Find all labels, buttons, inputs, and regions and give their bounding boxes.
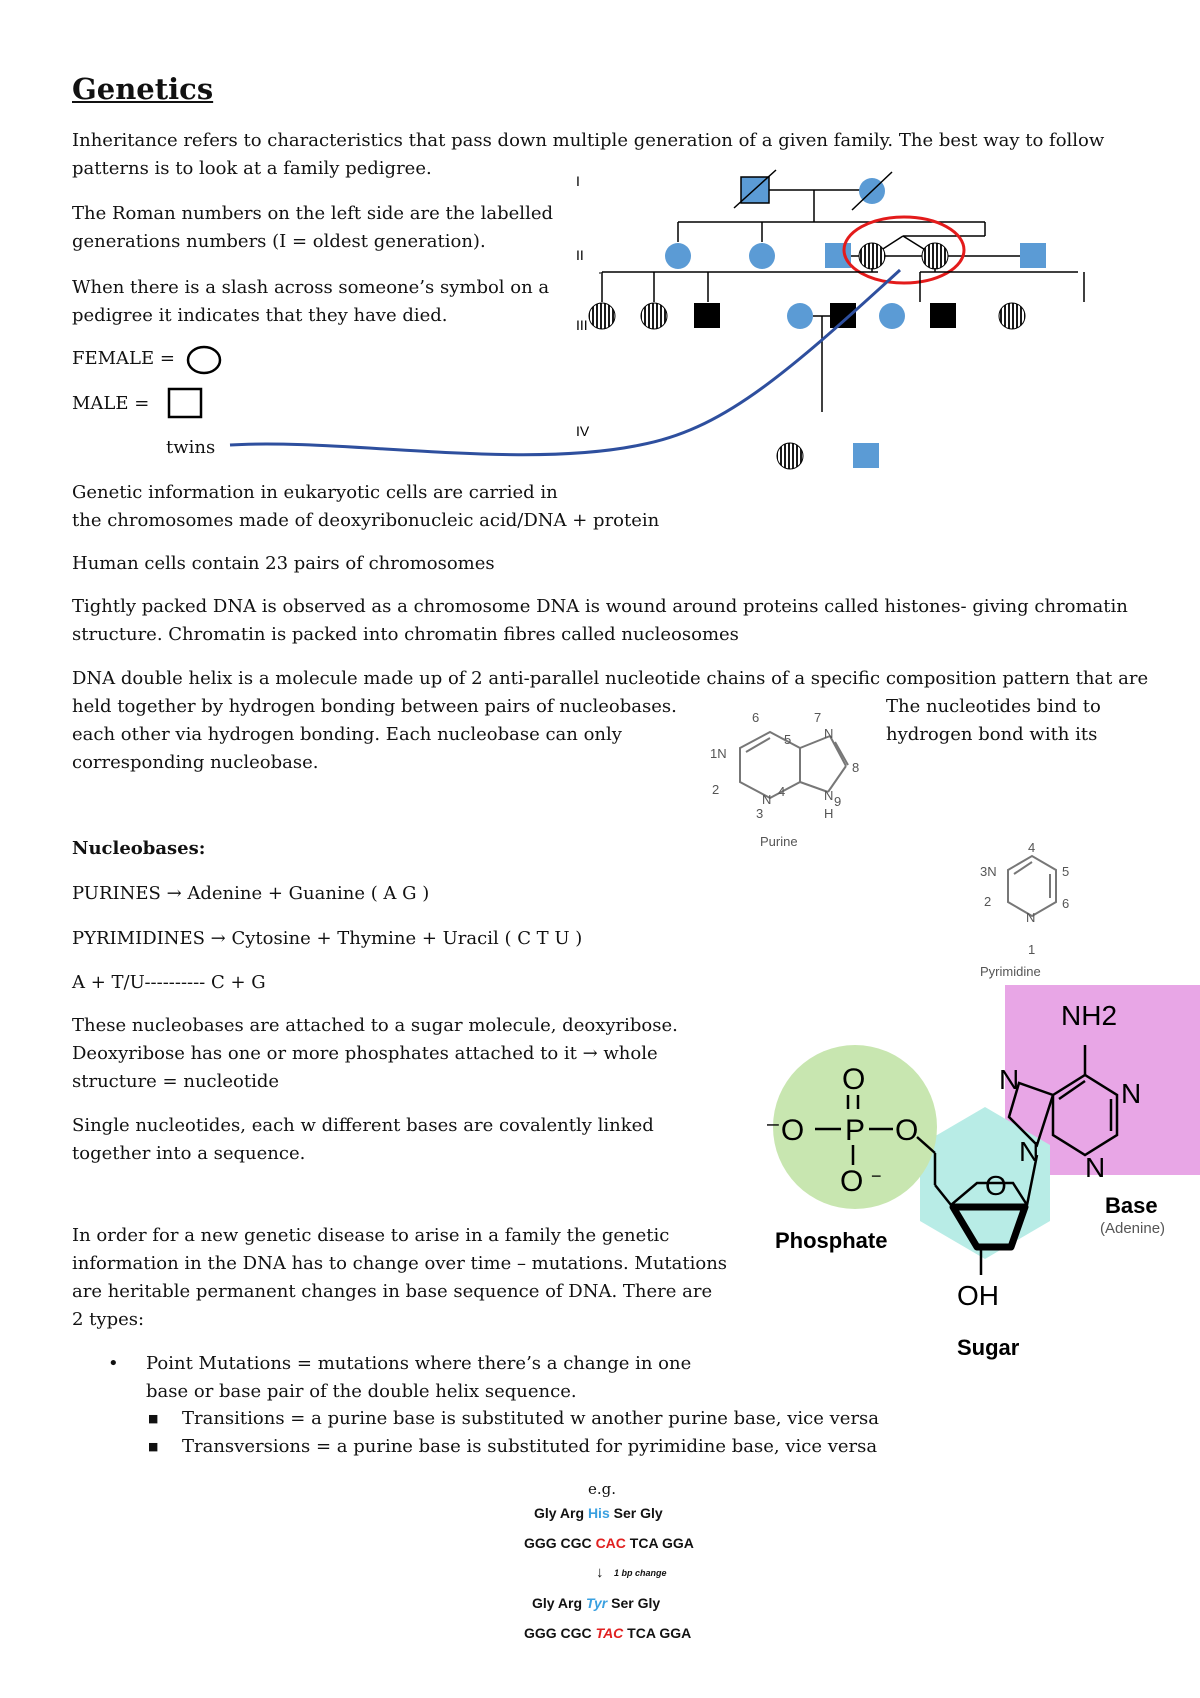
helix-line-2a: held together by hydrogen bonding between pairs of nucleobases.: [72, 696, 677, 717]
pyrimidine-num: 4: [1028, 840, 1036, 855]
oh-label: OH: [957, 1280, 999, 1311]
svg-text:O: O: [842, 1063, 866, 1096]
legend-male-label: MALE =: [72, 393, 150, 414]
legend-female-label: FEMALE =: [72, 348, 175, 369]
svg-text:N: N: [999, 1064, 1020, 1095]
twin-female: [922, 243, 948, 269]
pyrimidine-num: 5: [1062, 864, 1070, 879]
single-line-1: Single nucleotides, each w different bases are covalently linked: [72, 1115, 654, 1136]
svg-text:⁻O: ⁻O: [765, 1114, 805, 1147]
pyrimidine-num: 2: [984, 894, 992, 909]
svg-text:P: P: [845, 1114, 866, 1147]
purine-num: 5: [784, 732, 792, 747]
roman-line-1: The Roman numbers on the left side are the labelled: [72, 203, 553, 224]
helix-line-3a: each other via hydrogen bonding. Each nucleobase can only: [72, 724, 622, 745]
purine-num: 4: [778, 784, 786, 799]
nucleobases-heading: Nucleobases:: [72, 838, 206, 859]
example-row-1: Gly Arg His Ser Gly: [534, 1505, 663, 1521]
genetic-info-line-1: Genetic information in eukaryotic cells are carried in: [72, 482, 558, 503]
nucleotide-structure: [745, 985, 1200, 1360]
svg-text:N: N: [1019, 1136, 1040, 1167]
base-label: Base: [1105, 1193, 1158, 1218]
mutation-line-2: information in the DNA has to change over time – mutations. Mutations: [72, 1253, 728, 1274]
intro-line-2: patterns is to look at a family pedigree.: [72, 158, 432, 179]
genetic-info-line-2: the chromosomes made of deoxyribonucleic acid/DNA + protein: [72, 510, 660, 531]
purine-caption: Purine: [760, 834, 798, 849]
square-bullet: ■: [148, 1440, 159, 1453]
base-sub-label: (Adenine): [1100, 1220, 1166, 1237]
purine-num: 9: [834, 794, 842, 809]
svg-text:O: O: [985, 1170, 1007, 1201]
square-bullet: ■: [148, 1412, 159, 1425]
helix-line-4: corresponding nucleobase.: [72, 752, 319, 773]
gen-label-3: III: [576, 317, 588, 333]
purine-structure: [700, 708, 910, 856]
transversions-text: Transversions = a purine base is substituted for pyrimidine base, vice versa: [182, 1436, 878, 1457]
male-symbol: [166, 385, 206, 421]
purine-num: 3: [756, 806, 764, 821]
gen-label-4: IV: [576, 423, 590, 439]
tightly-line-2: structure. Chromatin is packed into chromatin fibres called nucleosomes: [72, 624, 739, 645]
purine-num: N: [824, 788, 834, 803]
down-arrow-icon: ↓: [596, 1564, 604, 1581]
page-title: Genetics: [72, 72, 214, 106]
example-row-3: Gly Arg Tyr Ser Gly: [532, 1595, 661, 1611]
pyrimidine-caption: Pyrimidine: [980, 964, 1041, 979]
mutation-line-3: are heritable permanent changes in base sequence of DNA. There are: [72, 1281, 713, 1302]
helix-line-2b: The nucleotides bind to: [886, 696, 1101, 717]
svg-text:N: N: [1121, 1078, 1142, 1109]
point-line-2: base or base pair of the double helix sequence.: [146, 1381, 577, 1402]
change-label: 1 bp change: [614, 1568, 667, 1578]
svg-text:−: −: [871, 1166, 882, 1186]
purine-num: 6: [752, 710, 760, 725]
sugar-line-1: These nucleobases are attached to a sugar molecule, deoxyribose.: [72, 1015, 678, 1036]
intro-line-1: Inheritance refers to characteristics that pass down multiple generation of a given family. The best way to follow: [72, 130, 1105, 151]
transitions-text: Transitions = a purine base is substituted w another purine base, vice versa: [182, 1408, 880, 1429]
single-line-2: together into a sequence.: [72, 1143, 306, 1164]
pyrimidine-structure: [970, 840, 1090, 985]
example-row-2: GGG CGC CAC TCA GGA: [524, 1535, 694, 1551]
tightly-line-1: Tightly packed DNA is observed as a chromosome DNA is wound around proteins called histones- giving chromatin: [72, 596, 1128, 617]
roman-line-2: generations numbers (I = oldest generation).: [72, 231, 486, 252]
svg-text:O: O: [895, 1114, 919, 1147]
bullet-dot: •: [108, 1353, 119, 1374]
point-line-1: Point Mutations = mutations where there’s a change in one: [146, 1353, 692, 1374]
purines-text: PURINES → Adenine + Guanine ( A G ): [72, 883, 430, 904]
svg-text:N: N: [1085, 1152, 1106, 1183]
pyrimidine-num: 1: [1028, 942, 1036, 957]
twins-arrow: [220, 260, 920, 480]
gen3-female: [999, 303, 1025, 329]
sugar-line-2: Deoxyribose has one or more phosphates attached to it → whole: [72, 1043, 658, 1064]
purine-num: 7: [814, 710, 822, 725]
slash-line-2: pedigree it indicates that they have died.: [72, 305, 448, 326]
purine-num: 2: [712, 782, 720, 797]
gen2-male: [1020, 243, 1046, 268]
example-row-4: GGG CGC TAC TCA GGA: [524, 1625, 692, 1641]
phosphate-label: Phosphate: [775, 1228, 888, 1253]
slash-line-1: When there is a slash across someone’s symbol on a: [72, 277, 550, 298]
example-eg: e.g.: [588, 1480, 617, 1498]
pyrimidine-num: N: [1026, 910, 1036, 925]
mutation-line-4: 2 types:: [72, 1309, 145, 1330]
female-symbol: [184, 344, 224, 376]
purine-num: N: [762, 792, 772, 807]
helix-line-1: DNA double helix is a molecule made up of 2 anti-parallel nucleotide chains of a specific composition pattern that are: [72, 668, 1149, 689]
gen-label-1: I: [576, 173, 580, 189]
pyrimidine-num: 3N: [980, 864, 997, 879]
purine-num: 8: [852, 760, 860, 775]
pairing-text: A + T/U---------- C + G: [72, 972, 266, 993]
pyrimidine-num: 6: [1062, 896, 1070, 911]
purine-num: H: [824, 806, 834, 821]
sugar-line-3: structure = nucleotide: [72, 1071, 280, 1092]
sugar-label: Sugar: [957, 1335, 1020, 1360]
gen3-male: [930, 303, 956, 328]
svg-text:O: O: [840, 1165, 864, 1198]
gen-label-2: II: [576, 247, 584, 263]
purine-num: N: [824, 726, 834, 741]
pyrimidines-text: PYRIMIDINES → Cytosine + Thymine + Uracil ( C T U ): [72, 928, 583, 949]
mutation-line-1: In order for a new genetic disease to arise in a family the genetic: [72, 1225, 670, 1246]
nh2-label: NH2: [1061, 1000, 1118, 1031]
purine-num: 1N: [710, 746, 727, 761]
helix-line-3b: hydrogen bond with its: [886, 724, 1098, 745]
human-cells-text: Human cells contain 23 pairs of chromosomes: [72, 553, 495, 574]
deceased-slash: [852, 172, 892, 210]
legend-twins-label: twins: [166, 437, 216, 458]
